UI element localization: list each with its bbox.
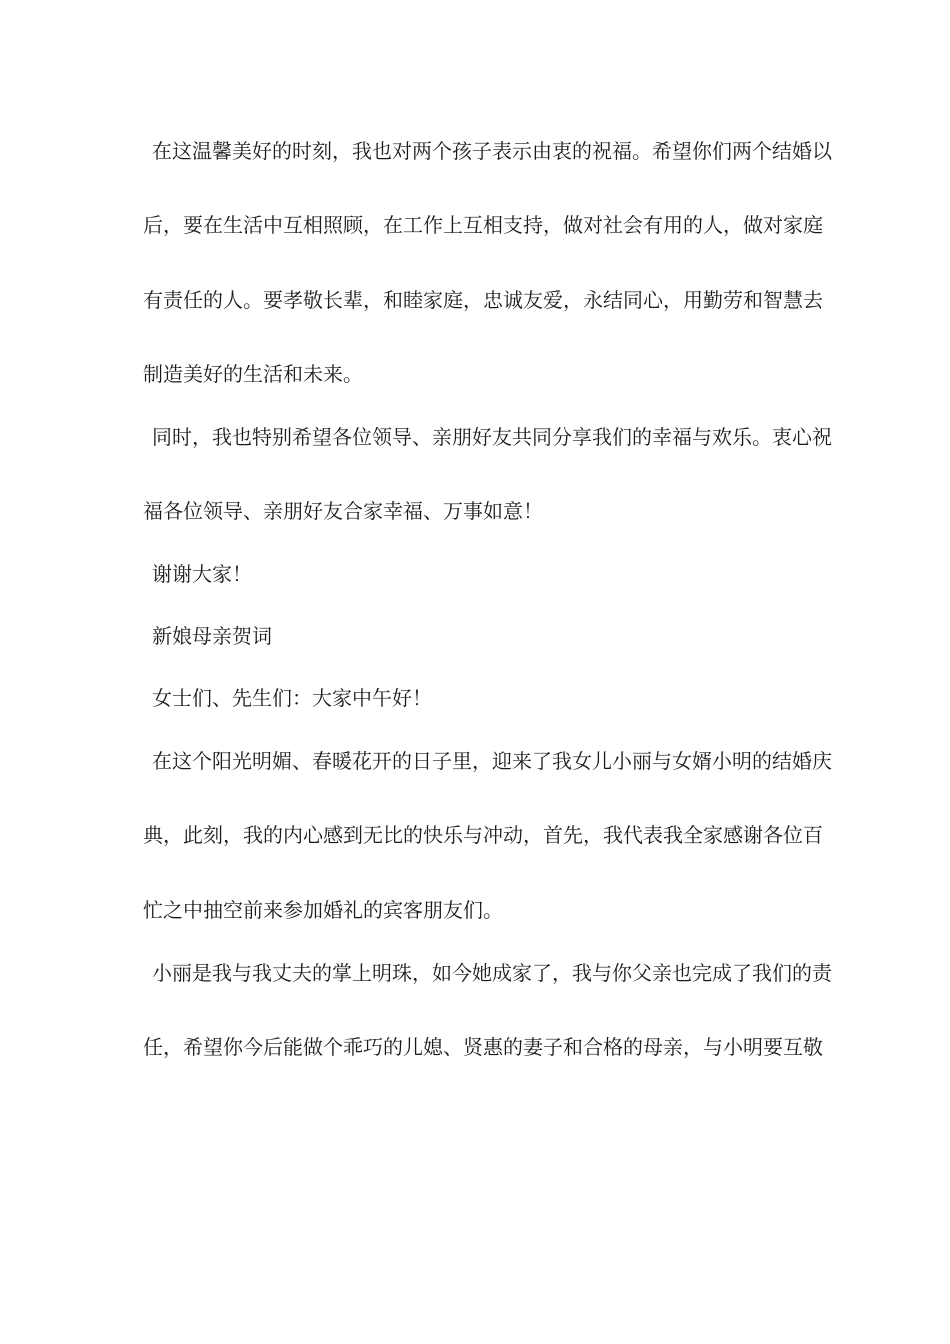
paragraph-line: 小丽是我与我丈夫的掌上明珠，如今她成家了，我与你父亲也完成了我们的责 bbox=[152, 961, 832, 985]
paragraph-line: 制造美好的生活和未来。 bbox=[143, 362, 363, 386]
greeting-line: 女士们、先生们：大家中午好！ bbox=[152, 686, 432, 710]
paragraph-line: 典，此刻，我的内心感到无比的快乐与冲动，首先，我代表我全家感谢各位百 bbox=[143, 823, 823, 847]
closing-line: 谢谢大家！ bbox=[152, 562, 252, 586]
paragraph-line: 忙之中抽空前来参加婚礼的宾客朋友们。 bbox=[143, 898, 503, 922]
paragraph-line: 同时，我也特别希望各位领导、亲朋好友共同分享我们的幸福与欢乐。衷心祝 bbox=[152, 425, 832, 449]
paragraph-line: 在这温馨美好的时刻，我也对两个孩子表示由衷的祝福。希望你们两个结婚以 bbox=[152, 139, 832, 163]
paragraph-line: 有责任的人。要孝敬长辈，和睦家庭，忠诚友爱，永结同心，用勤劳和智慧去 bbox=[143, 288, 823, 312]
paragraph-line: 后，要在生活中互相照顾，在工作上互相支持，做对社会有用的人，做对家庭 bbox=[143, 213, 823, 237]
paragraph-line: 福各位领导、亲朋好友合家幸福、万事如意！ bbox=[143, 499, 543, 523]
paragraph-line: 任，希望你今后能做个乖巧的儿媳、贤惠的妻子和合格的母亲，与小明要互敬 bbox=[143, 1035, 823, 1059]
section-heading: 新娘母亲贺词 bbox=[152, 624, 272, 648]
paragraph-line: 在这个阳光明媚、春暖花开的日子里，迎来了我女儿小丽与女婿小明的结婚庆 bbox=[152, 749, 832, 773]
